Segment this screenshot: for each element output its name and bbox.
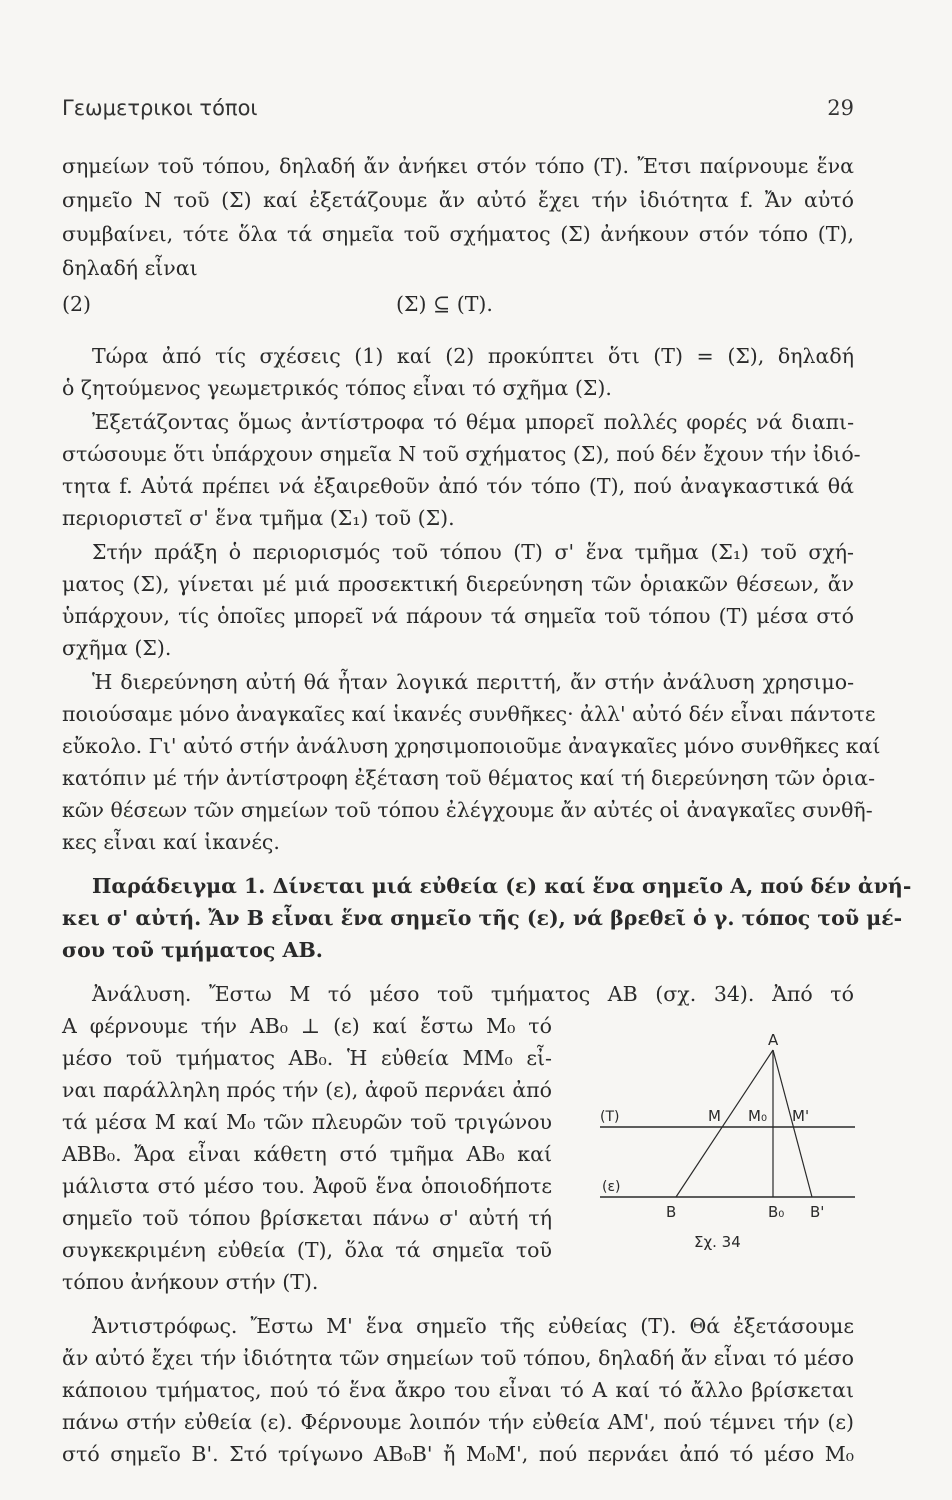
page-number: 29 [827, 96, 854, 120]
label-e: (ε) [602, 1179, 621, 1195]
label-B0: Β₀ [768, 1203, 785, 1221]
converse-heading-line: Ἀντιστρόφως. Ἔστω Μ' ἕνα σημεῖο τῆς εὐθείας (Τ). Θά ἐξετάσουμε [92, 1314, 854, 1338]
text-line: στώσουμε ὅτι ὑπάρχουν σημεῖα Ν τοῦ σχήματος (Σ), πού δέν ἔχουν τήν ἰδιό- [62, 442, 861, 466]
text-line: εὔκολο. Γι' αὐτό στήν ἀνάλυση χρησιμοποιοῦμε ἀναγκαῖες μόνο συνθῆκες καί [62, 734, 881, 758]
analysis-line: συγκεκριμένη εὐθεία (Τ), ὅλα τά σημεῖα τοῦ [62, 1238, 552, 1262]
text-line: Ἡ διερεύνηση αὐτή θά ἦταν λογικά περιττή, ἄν στήν ἀνάλυση χρησιμο- [92, 670, 854, 694]
label-A: Α [768, 1031, 779, 1049]
label-M1: Μ' [792, 1107, 810, 1125]
example-line: κει σ' αὐτή. Ἄν Β εἶναι ἕνα σημεῖο τῆς (ε), νά βρεθεῖ ὁ γ. τόπος τοῦ μέ- [62, 906, 903, 930]
analysis-line: ΑΒΒ₀. Ἄρα εἶναι κάθετη στό τμῆμα ΑΒ₀ καί [62, 1142, 552, 1166]
figure-caption: Σχ. 34 [694, 1233, 741, 1250]
converse-line: πάνω στήν εὐθεία (ε). Φέρνουμε λοιπόν τήν εὐθεία ΑΜ', πού τέμνει τήν (ε) [62, 1410, 854, 1434]
text-line: σημείων τοῦ τόπου, δηλαδή ἄν ἀνήκει στόν τόπο (Τ). Ἔτσι παίρνουμε ἕνα [62, 154, 854, 178]
text-line: σχῆμα (Σ). [62, 636, 172, 660]
text-line: Τώρα ἀπό τίς σχέσεις (1) καί (2) προκύπτει ὅτι (Τ) = (Σ), δηλαδή [92, 344, 854, 368]
chapter-title: Γεωμετρικοι τόποι [62, 96, 258, 120]
label-T: (Τ) [600, 1109, 620, 1125]
analysis-line: τόπου ἀνήκουν στήν (Τ). [62, 1270, 319, 1294]
running-header [62, 96, 854, 120]
analysis-line: μάλιστα στό μέσο του. Ἀφοῦ ἕνα ὁποιοδήποτε [62, 1174, 552, 1198]
analysis-heading-line: Ἀνάλυση. Ἔστω Μ τό μέσο τοῦ τμήματος ΑΒ (σχ. 34). Ἀπό τό [92, 982, 854, 1006]
text-line: ὁ ζητούμενος γεωμετρικός τόπος εἶναι τό σχῆμα (Σ). [62, 376, 612, 400]
label-B: Β [666, 1203, 677, 1221]
text-line: κες εἶναι καί ἱκανές. [62, 830, 280, 854]
analysis-line: Α φέρνουμε τήν ΑΒ₀ ⊥ (ε) καί ἔστω Μ₀ τό [62, 1014, 552, 1038]
label-M0: Μ₀ [748, 1107, 767, 1125]
converse-line: κάποιου τμήματος, πού τό ἕνα ἄκρο του εἶναι τό Α καί τό ἄλλο βρίσκεται [62, 1378, 854, 1402]
text-line: ποιούσαμε μόνο ἀναγκαῖες καί ἱκανές συνθῆκες· ἀλλ' αὐτό δέν εἶναι πάντοτε [62, 702, 876, 726]
label-M: Μ [708, 1107, 721, 1125]
text-line: κατόπιν μέ τήν ἀντίστροφη ἐξέταση τοῦ θέματος καί τή διερεύνηση τῶν ὁρια- [62, 766, 876, 790]
text-line: ματος (Σ), γίνεται μέ μιά προσεκτική διερεύνηση τῶν ὁριακῶν θέσεων, ἄν [62, 572, 854, 596]
figure-34 [590, 1015, 860, 1250]
text-line: συμβαίνει, τότε ὅλα τά σημεῖα τοῦ σχήματος (Σ) ἀνήκουν στόν τόπο (Τ), [62, 222, 854, 246]
equation-label: (2) [62, 292, 92, 316]
text-line: Ἐξετάζοντας ὅμως ἀντίστροφα τό θέμα μπορεῖ πολλές φορές νά διαπι- [92, 410, 854, 434]
text-line: δηλαδή εἶναι [62, 256, 198, 280]
text-line: περιοριστεῖ σ' ἕνα τμῆμα (Σ₁) τοῦ (Σ). [62, 506, 455, 530]
text-line: τητα f. Αὐτά πρέπει νά ἐξαιρεθοῦν ἀπό τόν τόπο (Τ), πού ἀναγκαστικά θά [62, 474, 854, 498]
analysis-line: τά μέσα Μ καί Μ₀ τῶν πλευρῶν τοῦ τριγώνου [62, 1110, 552, 1134]
text-line: Στήν πράξη ὁ περιορισμός τοῦ τόπου (Τ) σ' ἕνα τμῆμα (Σ₁) τοῦ σχή- [92, 540, 854, 564]
label-B1: Β' [810, 1203, 825, 1221]
analysis-line: μέσο τοῦ τμήματος ΑΒ₀. Ἡ εὐθεία ΜΜ₀ εἶ- [62, 1046, 552, 1070]
example-heading-line: Παράδειγμα 1. Δίνεται μιά εὐθεία (ε) καί ἕνα σημεῖο Α, πού δέν ἀνή- [92, 874, 912, 898]
example-line: σου τοῦ τμήματος ΑΒ. [62, 938, 323, 962]
text-line: κῶν θέσεων τῶν σημείων τοῦ τόπου ἐλέγχουμε ἄν αὐτές οἱ ἀναγκαῖες συνθῆ- [62, 798, 873, 822]
converse-line: στό σημεῖο Β'. Στό τρίγωνο ΑΒ₀Β' ἤ Μ₀Μ', πού περνάει ἀπό τό μέσο Μ₀ [62, 1442, 854, 1466]
converse-line: ἄν αὐτό ἔχει τήν ἰδιότητα τῶν σημείων τοῦ τόπου, δηλαδή ἄν εἶναι τό μέσο [62, 1346, 854, 1370]
text-line: ὑπάρχουν, τίς ὁποῖες μπορεῖ νά πάρουν τά σημεῖα τοῦ τόπου (Τ) μέσα στό [62, 604, 854, 628]
text-line: σημεῖο Ν τοῦ (Σ) καί ἐξετάζουμε ἄν αὐτό ἔχει τήν ἰδιότητα f. Ἄν αὐτό [62, 188, 854, 212]
equation-body: (Σ) ⊆ (Τ). [396, 292, 493, 316]
analysis-line: σημεῖο τοῦ τόπου βρίσκεται πάνω σ' αὐτή τή [62, 1206, 552, 1230]
analysis-line: ναι παράλληλη πρός τήν (ε), ἀφοῦ περνάει ἀπό [62, 1078, 552, 1102]
